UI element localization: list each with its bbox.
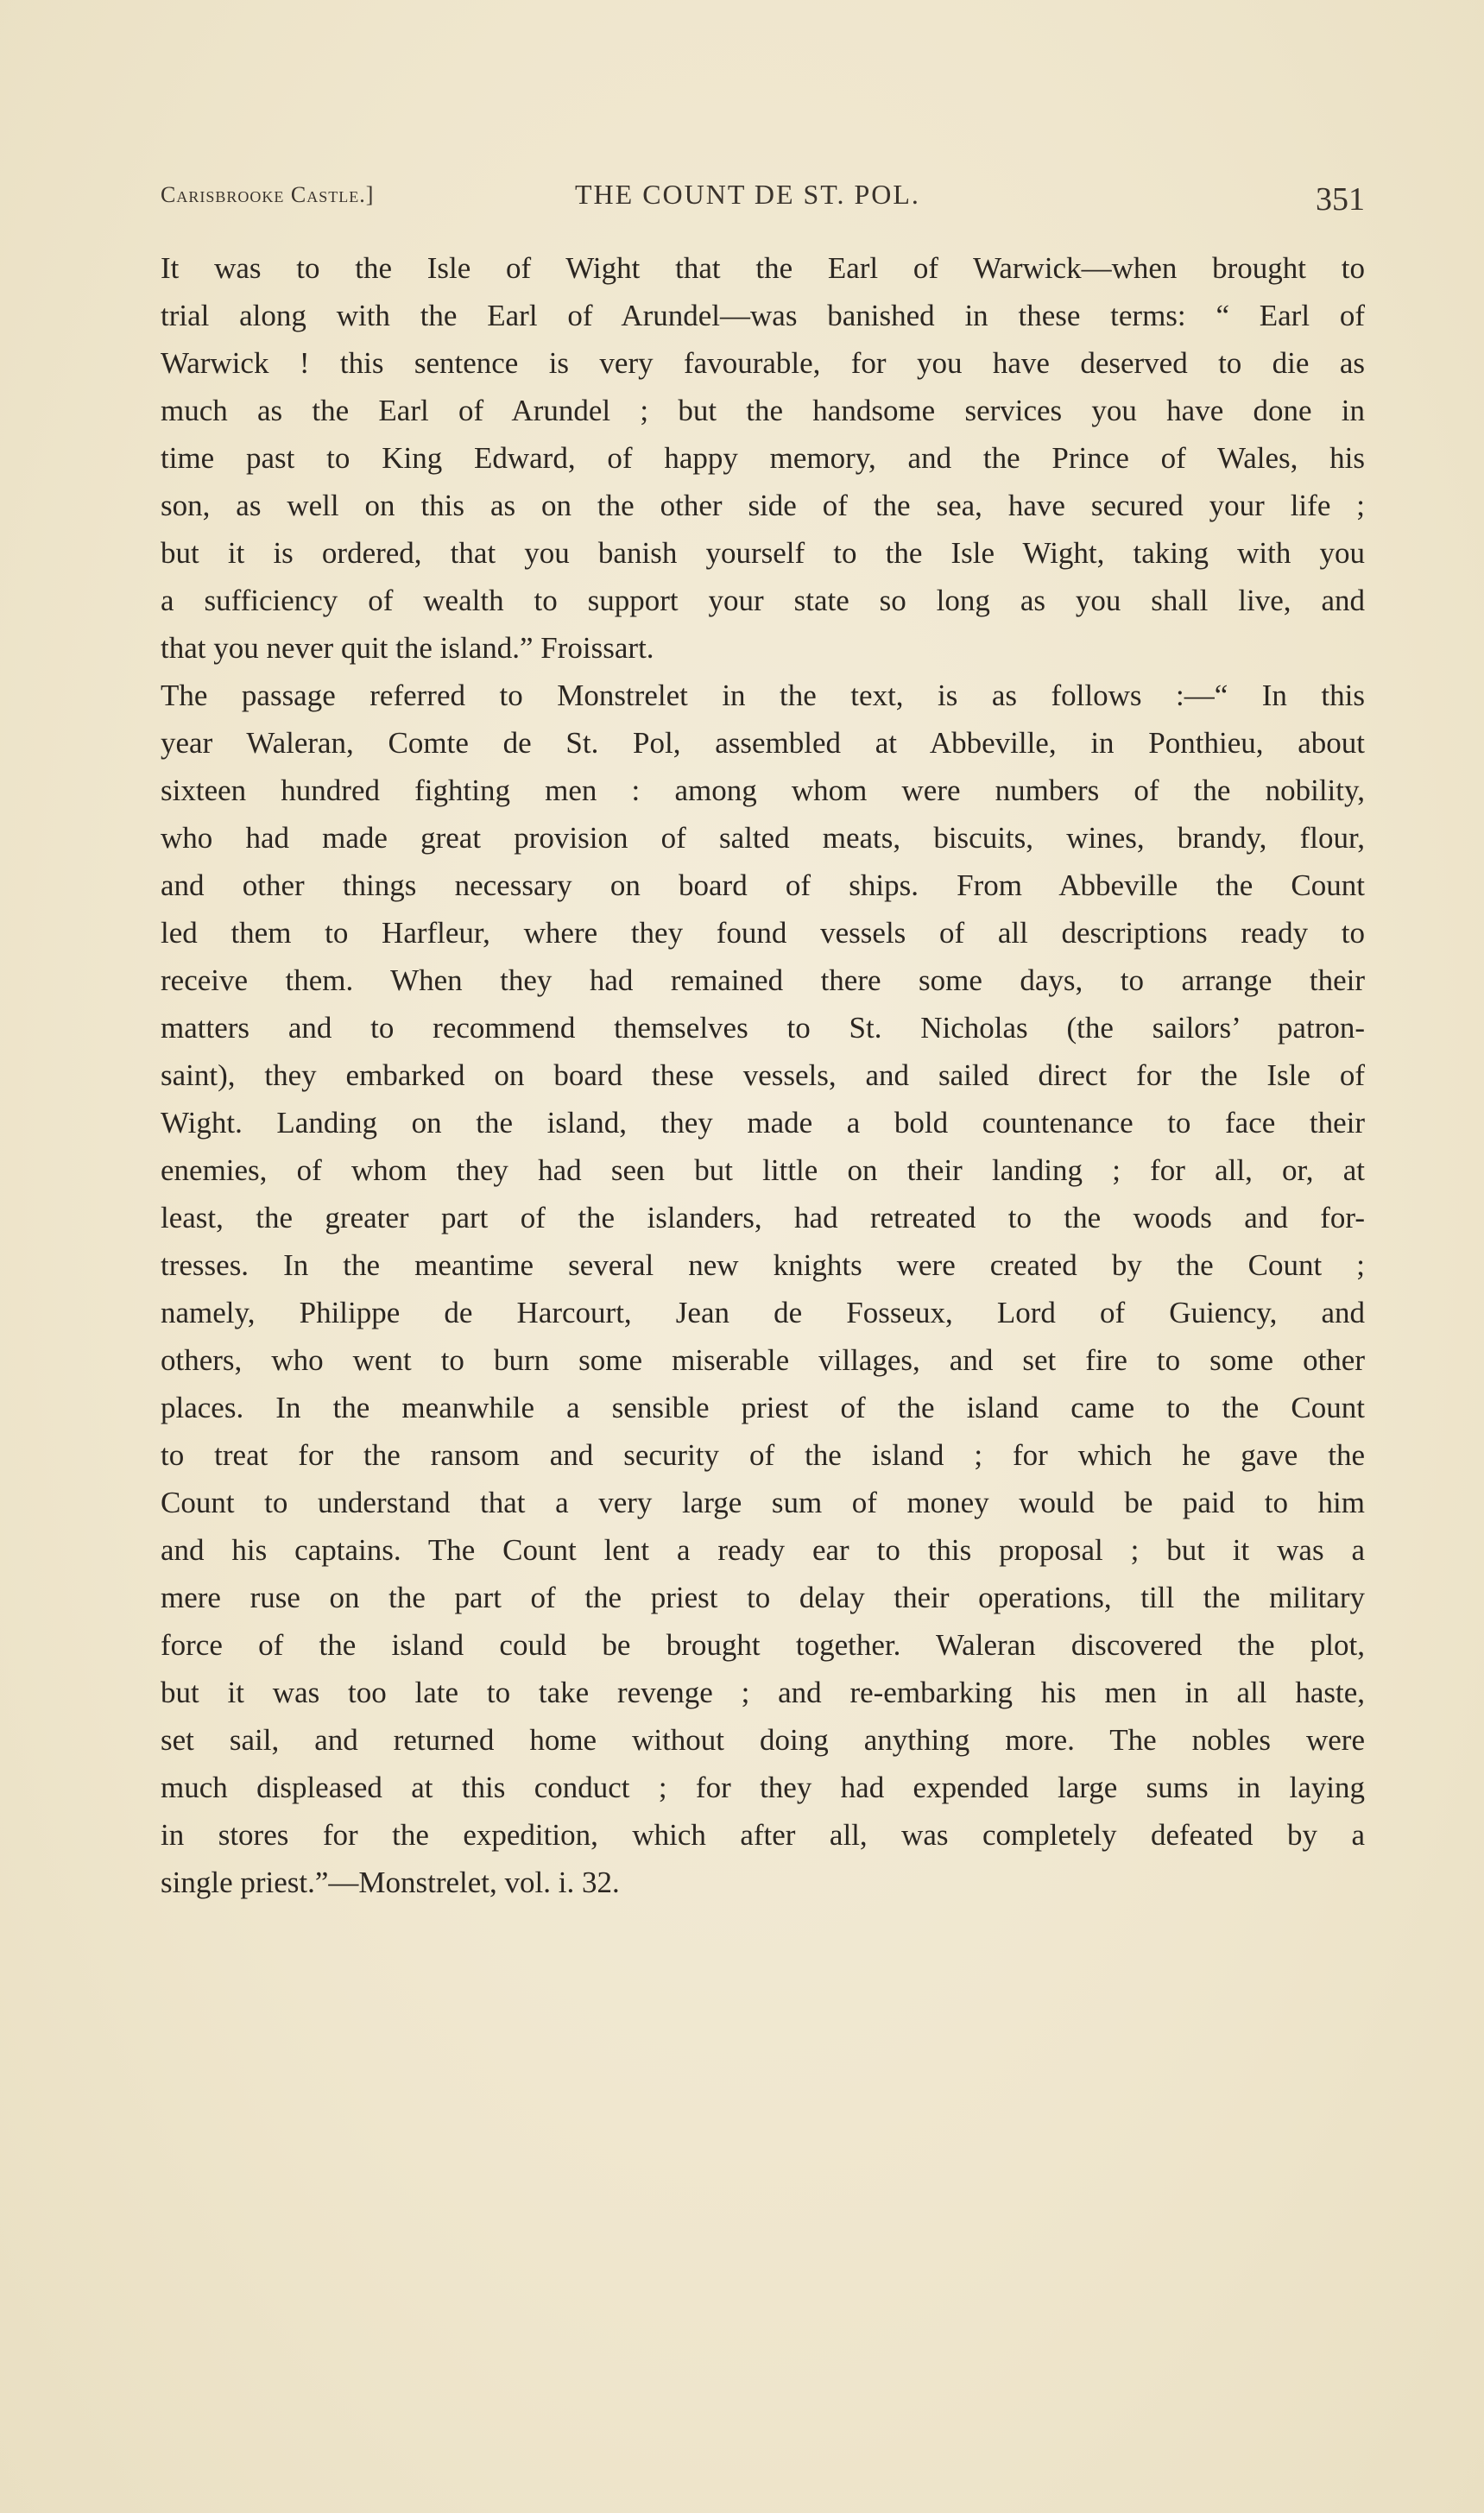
text-line: saint), they embarked on board these vessels, and sailed direct for the Isle of: [161, 1058, 1365, 1092]
paragraph-earl-of-warwick: [161, 244, 1365, 672]
text-line: that you never quit the island.” Froissart.: [161, 631, 654, 665]
text-line: a sufficiency of wealth to support your state so long as you shall live, and: [161, 584, 1365, 617]
running-head-section: Carisbrooke Castle.]: [161, 182, 375, 207]
text-line: to treat for the ransom and security of the island ; for which he gave the: [161, 1438, 1365, 1472]
text-line: much displeased at this conduct ; for they had expended large sums in laying: [161, 1771, 1365, 1804]
text-line: in stores for the expedition, which after all, was completely defeated by a: [161, 1818, 1365, 1852]
text-line: trial along with the Earl of Arundel—was banished in these terms: “ Earl of: [161, 299, 1365, 332]
text-line: but it was too late to take revenge ; and re-embarking his men in all haste,: [161, 1676, 1365, 1709]
text-line: and his captains. The Count lent a ready ear to this proposal ; but it was a: [161, 1533, 1365, 1567]
text-line: led them to Harfleur, where they found vessels of all descriptions ready to: [161, 916, 1365, 950]
text-line: least, the greater part of the islanders, had retreated to the woods and for-: [161, 1201, 1365, 1234]
text-line: Warwick ! this sentence is very favourable, for you have deserved to die as: [161, 346, 1365, 380]
text-line: Wight. Landing on the island, they made a bold countenance to face their: [161, 1106, 1365, 1140]
running-head: [161, 177, 1365, 220]
text-line: others, who went to burn some miserable villages, and set fire to some other: [161, 1343, 1365, 1377]
text-line: receive them. When they had remained there some days, to arrange their: [161, 963, 1365, 997]
running-head-title: THE COUNT DE ST. POL.: [575, 179, 920, 210]
text-line: year Waleran, Comte de St. Pol, assembled at Abbeville, in Ponthieu, about: [161, 726, 1365, 760]
text-line: much as the Earl of Arundel ; but the handsome services you have done in: [161, 394, 1365, 427]
text-line: The passage referred to Monstrelet in the text, is as follows :—“ In this: [161, 679, 1365, 712]
text-line: mere ruse on the part of the priest to delay their operations, till the military: [161, 1581, 1365, 1614]
text-line: who had made great provision of salted meats, biscuits, wines, brandy, flour,: [161, 821, 1365, 855]
text-line: son, as well on this as on the other side of the sea, have secured your life ;: [161, 489, 1365, 522]
text-line: force of the island could be brought together. Waleran discovered the plot,: [161, 1628, 1365, 1662]
paragraph-monstrelet: [161, 672, 1365, 1906]
text-line: time past to King Edward, of happy memory, and the Prince of Wales, his: [161, 441, 1365, 475]
text-line: sixteen hundred fighting men : among whom were numbers of the nobility,: [161, 773, 1365, 807]
text-line: namely, Philippe de Harcourt, Jean de Fosseux, Lord of Guiency, and: [161, 1296, 1365, 1329]
page-number: 351: [1316, 181, 1365, 218]
text-line: and other things necessary on board of ships. From Abbeville the Count: [161, 868, 1365, 902]
body-text: [161, 244, 1365, 1906]
text-line: It was to the Isle of Wight that the Earl of Warwick—when brought to: [161, 251, 1365, 285]
text-line: enemies, of whom they had seen but little on their landing ; for all, or, at: [161, 1153, 1365, 1187]
text-line: Count to understand that a very large sum of money would be paid to him: [161, 1486, 1365, 1519]
text-line: but it is ordered, that you banish yourself to the Isle Wight, taking with you: [161, 536, 1365, 570]
text-line: tresses. In the meantime several new knights were created by the Count ;: [161, 1248, 1365, 1282]
text-line: matters and to recommend themselves to St. Nicholas (the sailors’ patron-: [161, 1011, 1365, 1045]
text-line: single priest.”—Monstrelet, vol. i. 32.: [161, 1866, 620, 1899]
text-line: set sail, and returned home without doing anything more. The nobles were: [161, 1723, 1365, 1757]
text-line: places. In the meanwhile a sensible priest of the island came to the Count: [161, 1391, 1365, 1424]
